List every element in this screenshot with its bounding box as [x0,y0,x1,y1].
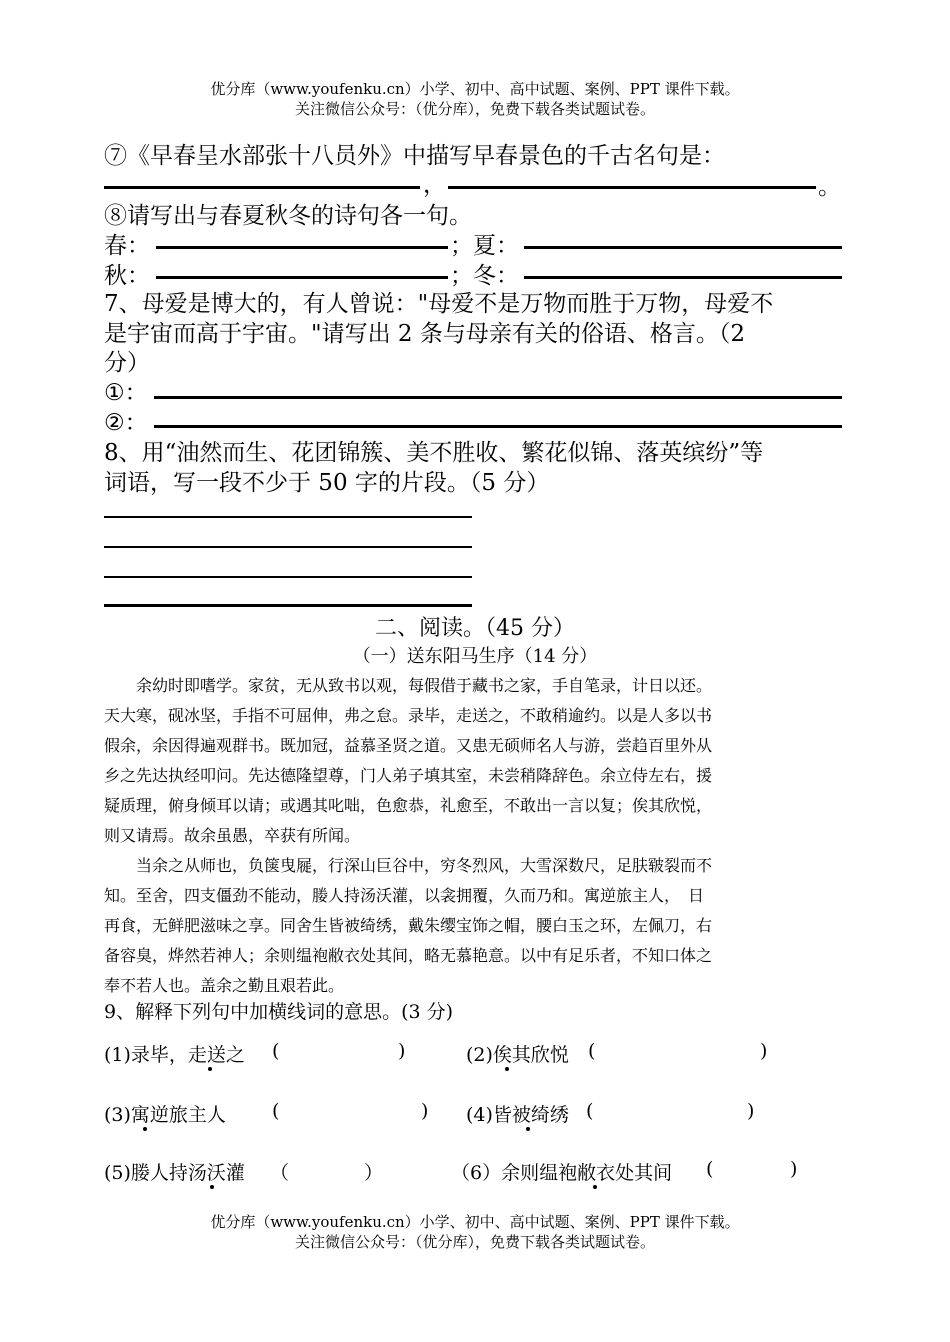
passage-line: 奉不若人也。盖余之勤且艰若此。 [104,976,345,995]
q6-8-summer-label: ；夏： [450,233,519,259]
emphasis-dot [526,1127,530,1131]
q9-item-3-close-paren: ) [421,1100,429,1122]
q6-7-prompt: ⑦《早春呈水部张十八员外》中描写早春景色的千古名句是： [104,143,725,169]
section-2-subtitle: （一）送东阳马生序（14 分） [352,646,598,667]
q7-answer-2-blank[interactable] [154,425,842,428]
passage-line: 知。至舍，四支僵劲不能动，媵人持汤沃灌，以衾拥覆，久而乃和。寓逆旅主人， 日 [104,886,705,905]
q9-item-2: (2)俟其欣悦 [466,1044,569,1066]
passage-line: 假余，余因得遍观群书。既加冠，益慕圣贤之道。又患无硕师名人与游，尝趋百里外从 [104,736,713,755]
footer-line-1: 优分库（www.youfenku.cn）小学、初中、高中试题、案例、PPT 课件下载。 [210,1213,740,1231]
q7-answer-2-label: ②： [104,410,148,436]
passage-line: 再食，无鲜肥滋味之享。同舍生皆被绮绣，戴朱缨宝饰之帽，腰白玉之环，左佩刀，右 [104,916,713,935]
q9-item-1-open-paren: ( [272,1040,280,1062]
q8-writing-line-3[interactable] [104,576,472,578]
q6-8-winter-blank[interactable] [524,276,842,279]
q8-writing-line-2[interactable] [104,546,472,548]
emphasis-dot [210,1185,214,1189]
q9-item-2-open-paren: ( [588,1040,596,1062]
q6-8-spring-blank[interactable] [156,246,448,249]
emphasis-dot [593,1185,597,1189]
header-line-1: 优分库（www.youfenku.cn）小学、初中、高中试题、案例、PPT 课件下载。 [210,80,740,98]
q6-8-summer-blank[interactable] [524,246,842,249]
passage-paragraph-2 [104,851,846,1001]
q9-item-5: (5)媵人持汤沃灌 [104,1162,245,1184]
q9-item-1: (1)录毕，走送之 [104,1044,245,1066]
emphasis-dot [505,1067,509,1071]
q6-8-autumn-blank[interactable] [156,276,448,279]
q9-item-6-open-paren: ( [706,1158,714,1180]
passage-paragraph-1 [104,671,846,851]
emphasis-dot [208,1067,212,1071]
q6-7-blank-1[interactable] [104,186,420,189]
q7-line-1: 7、母爱是博大的，有人曾说："母爱不是万物而胜于万物，母爱不 [104,291,774,317]
q9-item-6: （6）余则缊袍敝衣处其间 [451,1162,673,1184]
q6-8-spring-label: 春： [104,233,150,259]
q6-7-period: 。 [818,174,841,200]
q8-line-1: 8、用“油然而生、花团锦簇、美不胜收、繁花似锦、落英缤纷”等 [104,440,764,466]
emphasis-dot [143,1127,147,1131]
q8-writing-line-4[interactable] [104,604,472,607]
q9-item-5-close-paren: ） [364,1162,384,1184]
q6-8-prompt: ⑧请写出与春夏秋冬的诗句各一句。 [104,203,472,229]
q6-7-blank-2[interactable] [448,186,816,189]
q6-8-autumn-label: 秋： [104,263,150,289]
q9-item-6-close-paren: ) [790,1158,798,1180]
q9-item-5-open-paren: （ [270,1162,290,1184]
passage-line: 当余之从师也，负箧曳屣，行深山巨谷中，穷冬烈风，大雪深数尺，足肤皲裂而不 [136,856,713,875]
q9-item-4-open-paren: ( [586,1100,594,1122]
q7-answer-1-label: ①： [104,380,148,406]
q8-line-2: 词语，写一段不少于 50 字的片段。（5 分） [104,470,550,496]
q7-line-3: 分） [104,350,150,376]
q9-prompt: 9、解释下列句中加横线词的意思。(3 分) [104,1001,454,1023]
passage-line: 则又请焉。故余虽愚，卒获有所闻。 [104,826,361,845]
q9-item-2-close-paren: ) [760,1040,768,1062]
passage-line: 天大寒，砚冰坚，手指不可屈伸，弗之怠。录毕，走送之，不敢稍逾约。以是人多以书 [104,706,713,725]
passage-line: 余幼时即嗜学。家贫，无从致书以观，每假借于藏书之家，手自笔录，计日以还。 [136,676,713,695]
footer-line-2: 关注微信公众号：（优分库），免费下载各类试题试卷。 [294,1233,655,1251]
q6-7-comma: ， [423,172,446,198]
q9-item-1-close-paren: ) [398,1040,406,1062]
q8-writing-line-1[interactable] [104,516,472,518]
passage-line: 乡之先达执经叩问。先达德隆望尊，门人弟子填其室，未尝稍降辞色。余立侍左右，援 [104,766,713,785]
q9-item-3: (3)寓逆旅主人 [104,1104,226,1126]
q7-answer-1-blank[interactable] [154,396,842,399]
q9-item-4-close-paren: ) [747,1100,755,1122]
passage-line: 疑质理，俯身倾耳以请；或遇其叱咄，色愈恭，礼愈至，不敢出一言以复；俟其欣悦， [104,796,713,815]
q7-line-2: 是宇宙而高于宇宙。"请写出 2 条与母亲有关的俗语、格言。（2 [104,321,745,347]
header-line-2: 关注微信公众号：（优分库），免费下载各类试题试卷。 [294,100,655,118]
section-2-title: 二、阅读。（45 分） [375,616,575,641]
q6-8-winter-label: ；冬： [450,263,519,289]
passage [104,671,846,1001]
q9-item-3-open-paren: ( [272,1100,280,1122]
passage-line: 备容臭，烨然若神人；余则缊袍敝衣处其间，略无慕艳意。以中有足乐者，不知口体之 [104,946,713,965]
q9-item-4: (4)皆被绮绣 [466,1104,569,1126]
